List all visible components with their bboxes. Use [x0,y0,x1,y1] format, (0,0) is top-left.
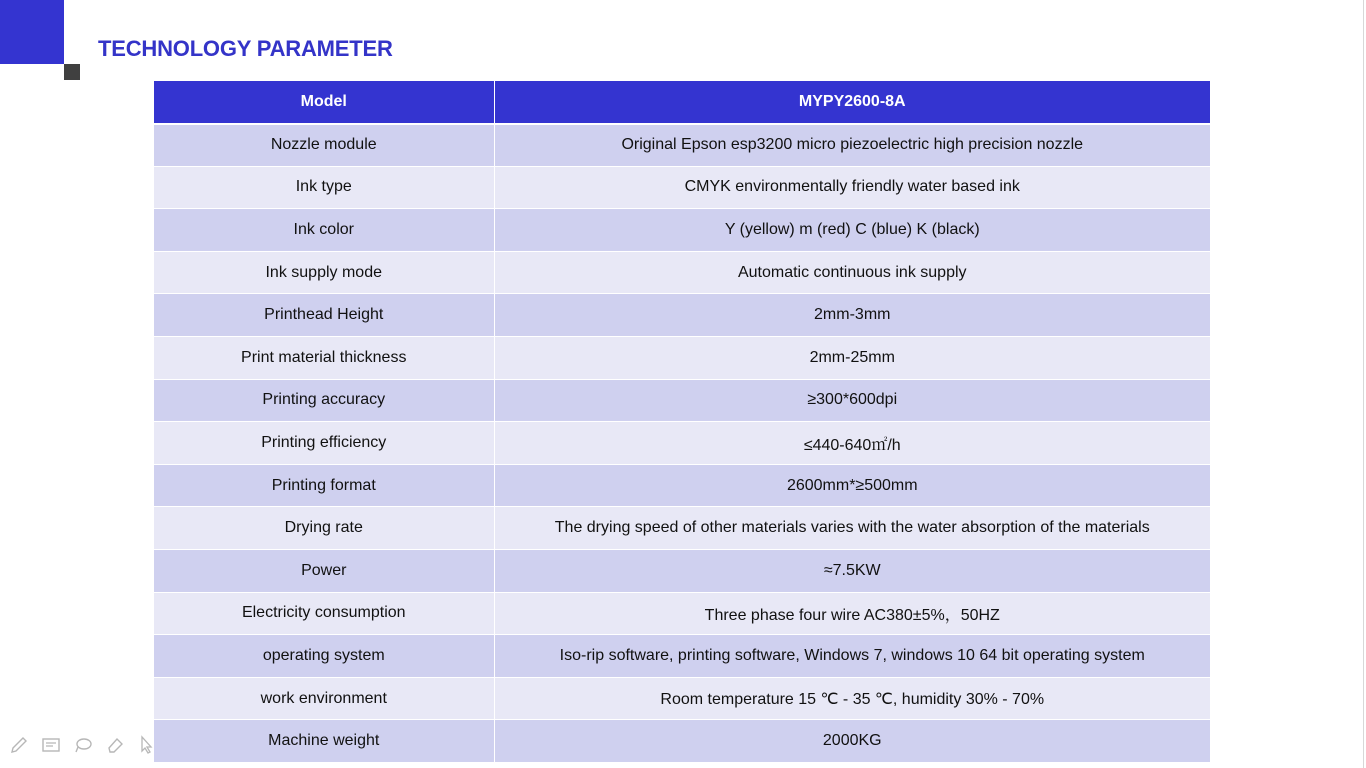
parameter-name-cell: operating system [154,635,494,678]
table-row [154,209,1211,252]
table-row [154,379,1211,422]
parameter-value-cell: Iso-rip software, printing software, Windows 7, windows 10 64 bit operating system [494,635,1211,678]
table-row [154,166,1211,209]
parameter-name-cell: Drying rate [154,507,494,550]
pen-icon[interactable] [8,734,30,756]
parameter-name-cell: Printhead Height [154,294,494,337]
parameter-name-cell: Print material thickness [154,337,494,380]
table-row [154,422,1211,465]
parameter-value-cell: ≤440-640㎡/h [494,422,1211,465]
eraser-icon[interactable] [104,734,126,756]
annotation-toolbar [8,734,158,756]
corner-decoration-square [64,64,80,80]
parameter-name-cell: Electricity consumption [154,592,494,635]
table-row [154,124,1211,167]
parameter-name-cell: Ink color [154,209,494,252]
parameter-value-cell: Y (yellow) m (red) C (blue) K (black) [494,209,1211,252]
table-header-cell: Model [154,81,494,124]
page-title: TECHNOLOGY PARAMETER [98,36,393,61]
pointer-icon[interactable] [136,734,158,756]
parameter-value-cell: Three phase four wire AC380±5%，50HZ [494,592,1211,635]
parameter-value-cell: CMYK environmentally friendly water based ink [494,166,1211,209]
parameter-name-cell: Ink type [154,166,494,209]
table-row [154,635,1211,678]
parameter-value-cell: Original Epson esp3200 micro piezoelectric high precision nozzle [494,124,1211,167]
table-row [154,677,1211,720]
parameter-value-cell: 2mm-3mm [494,294,1211,337]
parameter-name-cell: Power [154,550,494,593]
table-row [154,550,1211,593]
parameter-value-cell: Automatic continuous ink supply [494,251,1211,294]
parameter-table [154,81,1211,763]
parameter-name-cell: Printing format [154,464,494,507]
table-row [154,720,1211,763]
table-row [154,294,1211,337]
table-header-row [154,81,1211,124]
scrollbar-track[interactable] [1363,0,1364,768]
lasso-icon[interactable] [72,734,94,756]
table-row [154,337,1211,380]
parameter-value-cell: ≈7.5KW [494,550,1211,593]
corner-decoration-block [0,0,64,64]
parameter-value-cell: ≥300*600dpi [494,379,1211,422]
parameter-value-cell: 2mm-25mm [494,337,1211,380]
parameter-value-cell: 2600mm*≥500mm [494,464,1211,507]
table-row [154,592,1211,635]
table-header-cell: MYPY2600-8A [494,81,1211,124]
parameter-name-cell: Printing accuracy [154,379,494,422]
parameter-value-cell: 2000KG [494,720,1211,763]
parameter-value-cell: Room temperature 15 ℃ - 35 ℃, humidity 30% - 70% [494,677,1211,720]
parameter-name-cell: Printing efficiency [154,422,494,465]
parameter-name-cell: Machine weight [154,720,494,763]
table-row [154,251,1211,294]
parameter-value-cell: The drying speed of other materials varies with the water absorption of the materials [494,507,1211,550]
parameter-name-cell: Nozzle module [154,124,494,167]
screen-icon[interactable] [40,734,62,756]
table-row [154,507,1211,550]
table-row [154,464,1211,507]
parameter-name-cell: Ink supply mode [154,251,494,294]
parameter-name-cell: work environment [154,677,494,720]
